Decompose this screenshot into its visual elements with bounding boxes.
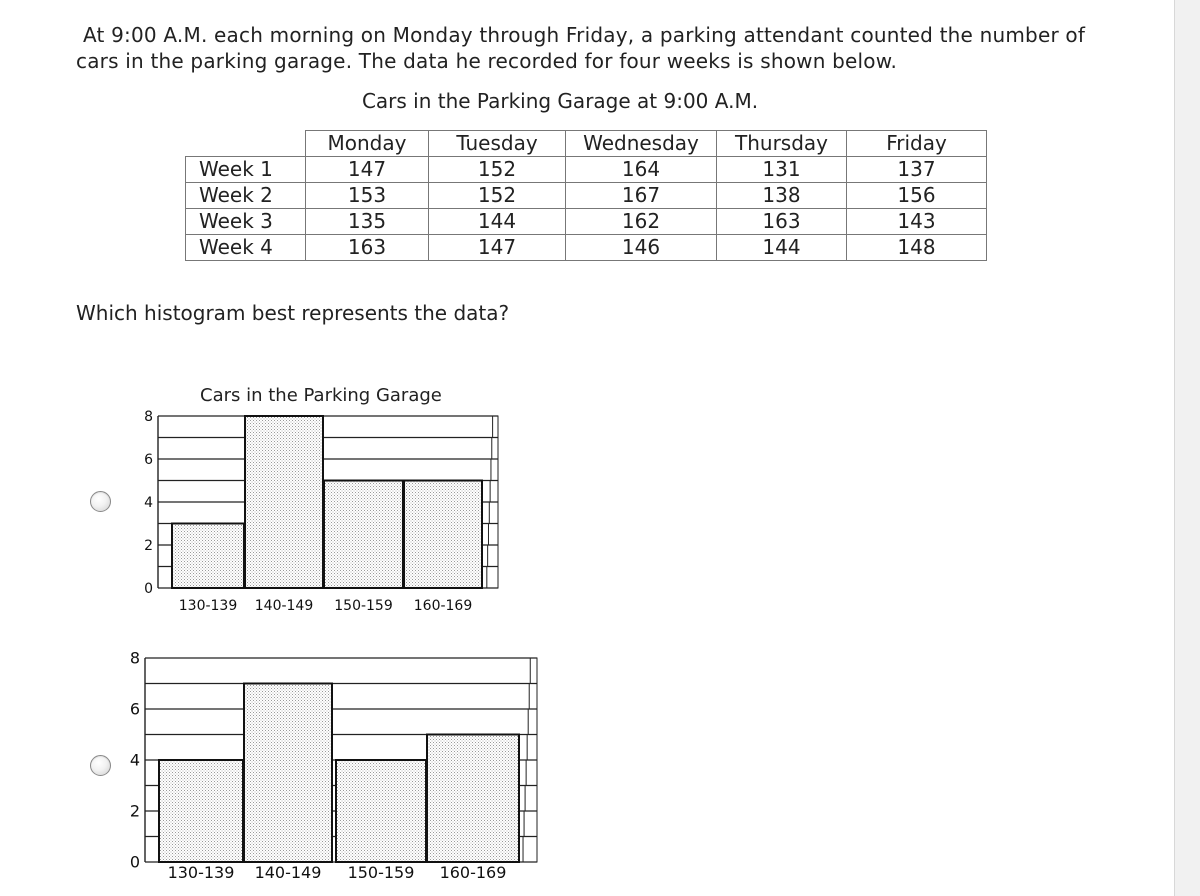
table-row [186, 183, 987, 209]
x-category-label: 140-149 [254, 863, 322, 882]
x-category-label: 130-139 [178, 598, 238, 614]
histogram-bar [427, 735, 519, 863]
row-label: Week 2 [186, 183, 306, 209]
table-cell: 163 [306, 235, 429, 261]
histogram-bar [324, 481, 403, 589]
histogram-bar [336, 760, 426, 862]
question-line-1: At 9:00 A.M. each morning on Monday through Friday, a parking attendant counted the number of [83, 23, 1086, 47]
table-cell: 131 [717, 157, 847, 183]
table-header-row [186, 131, 987, 157]
table-cell: 137 [847, 157, 987, 183]
histogram-bar [245, 416, 323, 588]
column-header-tuesday: Tuesday [429, 131, 566, 157]
axis-step [493, 416, 498, 438]
table-row [186, 209, 987, 235]
table-cell: 156 [847, 183, 987, 209]
table-corner-cell [186, 131, 306, 157]
table-cell: 146 [566, 235, 717, 261]
x-category-label: 160-169 [413, 598, 473, 614]
chart-title: Cars in the Parking Garage [200, 385, 442, 406]
y-tick-label: 2 [129, 801, 140, 821]
axis-step [528, 709, 537, 735]
table-cell: 143 [847, 209, 987, 235]
x-category-label: 140-149 [254, 598, 314, 614]
choice-2-radio[interactable] [90, 755, 111, 776]
x-category-label: 150-159 [334, 598, 393, 614]
axis-step [529, 684, 537, 710]
table-cell: 138 [717, 183, 847, 209]
table-cell: 153 [306, 183, 429, 209]
table-cell: 152 [429, 183, 566, 209]
axis-step [492, 438, 498, 460]
table-cell: 163 [717, 209, 847, 235]
column-header-monday: Monday [306, 131, 429, 157]
axis-step [488, 545, 498, 567]
table-cell: 167 [566, 183, 717, 209]
axis-step [524, 811, 537, 837]
axis-step [488, 524, 498, 546]
y-tick-label: 0 [144, 580, 153, 597]
table-cell: 147 [306, 157, 429, 183]
row-label: Week 3 [186, 209, 306, 235]
axis-step [523, 837, 537, 863]
table-cell: 162 [566, 209, 717, 235]
choice-1-radio[interactable] [90, 491, 111, 512]
histogram-bar [244, 684, 332, 863]
table-cell: 147 [429, 235, 566, 261]
axis-step [530, 658, 537, 684]
table-cell: 152 [429, 157, 566, 183]
y-tick-label: 8 [144, 408, 153, 425]
y-tick-label: 4 [144, 494, 153, 511]
data-table [185, 130, 987, 261]
table-cell: 164 [566, 157, 717, 183]
axis-step [527, 735, 537, 761]
table-cell: 148 [847, 235, 987, 261]
question-line-2: cars in the parking garage. The data he recorded for four weeks is shown below. [76, 49, 897, 73]
y-tick-label: 4 [129, 750, 140, 770]
table-cell: 135 [306, 209, 429, 235]
table-cell: 144 [717, 235, 847, 261]
x-category-label: 130-139 [167, 863, 235, 882]
table-row [186, 157, 987, 183]
row-label: Week 4 [186, 235, 306, 261]
axis-step [491, 459, 498, 481]
column-header-thursday: Thursday [717, 131, 847, 157]
axis-step [489, 502, 498, 524]
axis-step [490, 481, 498, 503]
y-tick-label: 0 [129, 852, 140, 872]
y-tick-label: 8 [129, 648, 140, 668]
x-category-label: 150-159 [347, 863, 415, 882]
table-title: Cars in the Parking Garage at 9:00 A.M. [361, 89, 759, 113]
question-text [76, 22, 1136, 74]
table-cell: 144 [429, 209, 566, 235]
histogram-choice-2[interactable] [115, 640, 545, 885]
y-tick-label: 6 [129, 699, 140, 719]
histogram-bar [404, 481, 482, 589]
column-header-wednesday: Wednesday [566, 131, 717, 157]
axis-step [487, 567, 498, 589]
x-category-label: 160-169 [439, 863, 507, 882]
axis-step [525, 786, 537, 812]
histogram-bar [159, 760, 243, 862]
y-tick-label: 6 [144, 451, 153, 468]
row-label: Week 1 [186, 157, 306, 183]
column-header-friday: Friday [847, 131, 987, 157]
table-row [186, 235, 987, 261]
question-prompt: Which histogram best represents the data? [76, 301, 510, 325]
axis-step [526, 760, 537, 786]
y-tick-label: 2 [144, 537, 153, 554]
histogram-choice-1[interactable] [130, 405, 510, 620]
histogram-bar [172, 524, 244, 589]
